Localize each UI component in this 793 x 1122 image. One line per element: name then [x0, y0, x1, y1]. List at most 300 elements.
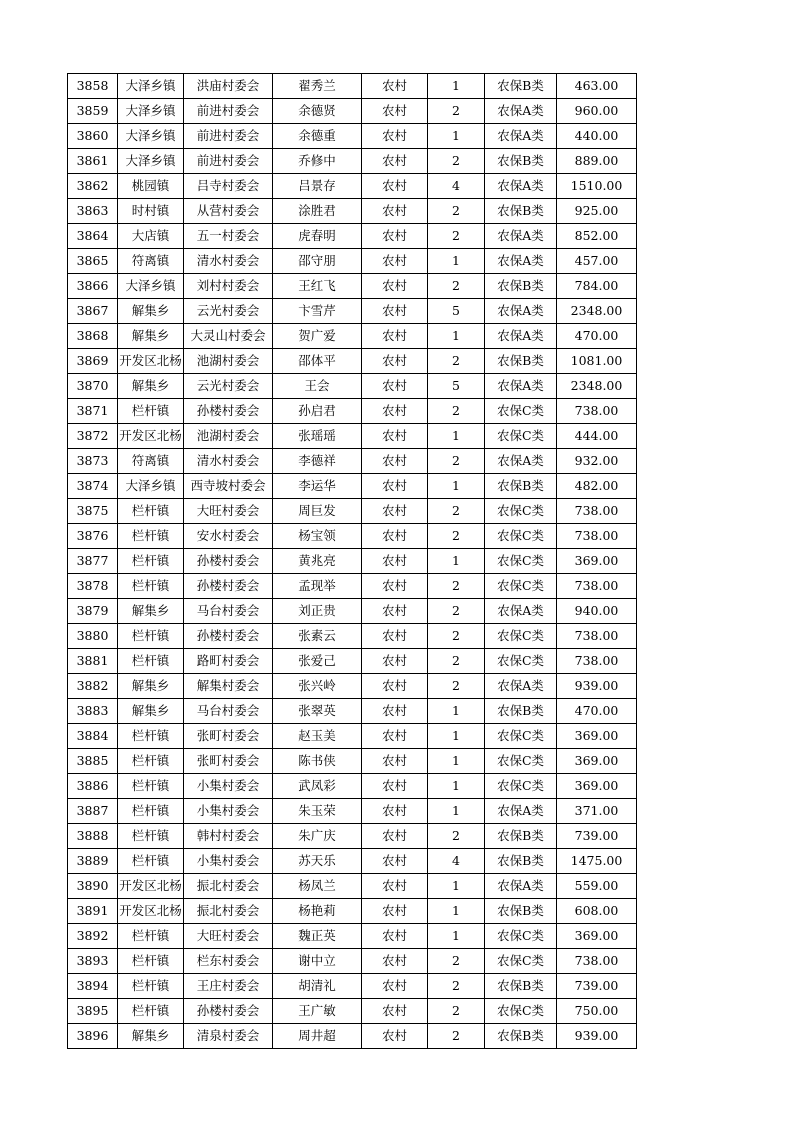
row-index-cell: 3872	[68, 424, 118, 449]
town-cell: 栏杆镇	[118, 799, 184, 824]
person-name-cell: 余德重	[273, 124, 362, 149]
amount-cell: 889.00	[557, 149, 637, 174]
table-row	[68, 349, 637, 374]
person-name-cell: 虎春明	[273, 224, 362, 249]
insurance-category-cell: 农保A类	[485, 374, 557, 399]
table-row	[68, 249, 637, 274]
person-name-cell: 朱广庆	[273, 824, 362, 849]
table-row	[68, 574, 637, 599]
table-row	[68, 174, 637, 199]
insurance-category-cell: 农保A类	[485, 799, 557, 824]
insurance-category-cell: 农保C类	[485, 624, 557, 649]
person-name-cell: 胡清礼	[273, 974, 362, 999]
person-name-cell: 张兴岭	[273, 674, 362, 699]
town-cell: 桃园镇	[118, 174, 184, 199]
amount-cell: 1081.00	[557, 349, 637, 374]
insurance-category-cell: 农保B类	[485, 1024, 557, 1049]
household-count-cell: 2	[428, 449, 485, 474]
row-index-cell: 3890	[68, 874, 118, 899]
area-type-cell: 农村	[362, 699, 428, 724]
person-name-cell: 周巨发	[273, 499, 362, 524]
person-name-cell: 武凤彩	[273, 774, 362, 799]
table-row	[68, 649, 637, 674]
town-cell: 栏杆镇	[118, 774, 184, 799]
person-name-cell: 邵守朋	[273, 249, 362, 274]
village-committee-cell: 栏东村委会	[184, 949, 273, 974]
village-committee-cell: 大灵山村委会	[184, 324, 273, 349]
insurance-category-cell: 农保B类	[485, 699, 557, 724]
household-count-cell: 1	[428, 799, 485, 824]
table-row	[68, 999, 637, 1024]
row-index-cell: 3881	[68, 649, 118, 674]
insurance-category-cell: 农保C类	[485, 774, 557, 799]
area-type-cell: 农村	[362, 274, 428, 299]
row-index-cell: 3891	[68, 899, 118, 924]
household-count-cell: 2	[428, 149, 485, 174]
table-row	[68, 274, 637, 299]
town-cell: 栏杆镇	[118, 574, 184, 599]
insurance-category-cell: 农保A类	[485, 299, 557, 324]
amount-cell: 369.00	[557, 924, 637, 949]
insurance-category-cell: 农保B类	[485, 274, 557, 299]
person-name-cell: 张爱己	[273, 649, 362, 674]
village-committee-cell: 孙楼村委会	[184, 624, 273, 649]
town-cell: 解集乡	[118, 374, 184, 399]
row-index-cell: 3865	[68, 249, 118, 274]
village-committee-cell: 刘村村委会	[184, 274, 273, 299]
area-type-cell: 农村	[362, 474, 428, 499]
household-count-cell: 1	[428, 74, 485, 99]
table-row	[68, 424, 637, 449]
household-count-cell: 1	[428, 474, 485, 499]
village-committee-cell: 云光村委会	[184, 299, 273, 324]
household-count-cell: 2	[428, 974, 485, 999]
table-body	[68, 74, 637, 1049]
insurance-category-cell: 农保A类	[485, 874, 557, 899]
table-row	[68, 624, 637, 649]
records-table	[67, 73, 637, 1049]
insurance-category-cell: 农保B类	[485, 899, 557, 924]
town-cell: 栏杆镇	[118, 399, 184, 424]
table-row	[68, 199, 637, 224]
area-type-cell: 农村	[362, 849, 428, 874]
table-row	[68, 849, 637, 874]
town-cell: 大泽乡镇	[118, 474, 184, 499]
household-count-cell: 4	[428, 849, 485, 874]
row-index-cell: 3871	[68, 399, 118, 424]
area-type-cell: 农村	[362, 74, 428, 99]
area-type-cell: 农村	[362, 224, 428, 249]
area-type-cell: 农村	[362, 1024, 428, 1049]
person-name-cell: 周井超	[273, 1024, 362, 1049]
row-index-cell: 3880	[68, 624, 118, 649]
area-type-cell: 农村	[362, 449, 428, 474]
village-committee-cell: 小集村委会	[184, 849, 273, 874]
household-count-cell: 2	[428, 599, 485, 624]
person-name-cell: 余德贤	[273, 99, 362, 124]
village-committee-cell: 张町村委会	[184, 724, 273, 749]
row-index-cell: 3892	[68, 924, 118, 949]
table-row	[68, 749, 637, 774]
area-type-cell: 农村	[362, 749, 428, 774]
area-type-cell: 农村	[362, 174, 428, 199]
row-index-cell: 3873	[68, 449, 118, 474]
table-row	[68, 224, 637, 249]
table-row	[68, 449, 637, 474]
village-committee-cell: 池湖村委会	[184, 424, 273, 449]
area-type-cell: 农村	[362, 299, 428, 324]
area-type-cell: 农村	[362, 149, 428, 174]
table-row	[68, 699, 637, 724]
household-count-cell: 5	[428, 299, 485, 324]
town-cell: 开发区北杨	[118, 424, 184, 449]
insurance-category-cell: 农保B类	[485, 974, 557, 999]
town-cell: 栏杆镇	[118, 549, 184, 574]
area-type-cell: 农村	[362, 999, 428, 1024]
town-cell: 大泽乡镇	[118, 124, 184, 149]
household-count-cell: 2	[428, 499, 485, 524]
row-index-cell: 3860	[68, 124, 118, 149]
town-cell: 栏杆镇	[118, 974, 184, 999]
row-index-cell: 3862	[68, 174, 118, 199]
town-cell: 栏杆镇	[118, 499, 184, 524]
insurance-category-cell: 农保C类	[485, 724, 557, 749]
insurance-category-cell: 农保C类	[485, 399, 557, 424]
person-name-cell: 杨凤兰	[273, 874, 362, 899]
row-index-cell: 3896	[68, 1024, 118, 1049]
village-committee-cell: 振北村委会	[184, 899, 273, 924]
area-type-cell: 农村	[362, 649, 428, 674]
amount-cell: 738.00	[557, 524, 637, 549]
amount-cell: 369.00	[557, 549, 637, 574]
amount-cell: 2348.00	[557, 374, 637, 399]
area-type-cell: 农村	[362, 124, 428, 149]
amount-cell: 444.00	[557, 424, 637, 449]
area-type-cell: 农村	[362, 799, 428, 824]
row-index-cell: 3864	[68, 224, 118, 249]
amount-cell: 369.00	[557, 774, 637, 799]
village-committee-cell: 前进村委会	[184, 99, 273, 124]
insurance-category-cell: 农保A类	[485, 599, 557, 624]
village-committee-cell: 张町村委会	[184, 749, 273, 774]
household-count-cell: 2	[428, 524, 485, 549]
village-committee-cell: 前进村委会	[184, 124, 273, 149]
table-row	[68, 874, 637, 899]
person-name-cell: 孙启君	[273, 399, 362, 424]
insurance-category-cell: 农保A类	[485, 99, 557, 124]
village-committee-cell: 清水村委会	[184, 449, 273, 474]
person-name-cell: 吕景存	[273, 174, 362, 199]
household-count-cell: 1	[428, 424, 485, 449]
household-count-cell: 2	[428, 624, 485, 649]
table-row	[68, 124, 637, 149]
person-name-cell: 卞雪芹	[273, 299, 362, 324]
town-cell: 开发区北杨	[118, 874, 184, 899]
village-committee-cell: 大旺村委会	[184, 924, 273, 949]
table-row	[68, 824, 637, 849]
area-type-cell: 农村	[362, 524, 428, 549]
row-index-cell: 3868	[68, 324, 118, 349]
row-index-cell: 3878	[68, 574, 118, 599]
town-cell: 解集乡	[118, 299, 184, 324]
row-index-cell: 3867	[68, 299, 118, 324]
amount-cell: 463.00	[557, 74, 637, 99]
household-count-cell: 2	[428, 349, 485, 374]
table-row	[68, 899, 637, 924]
table-row	[68, 324, 637, 349]
village-committee-cell: 路町村委会	[184, 649, 273, 674]
row-index-cell: 3870	[68, 374, 118, 399]
village-committee-cell: 解集村委会	[184, 674, 273, 699]
insurance-category-cell: 农保C类	[485, 649, 557, 674]
town-cell: 大泽乡镇	[118, 274, 184, 299]
row-index-cell: 3869	[68, 349, 118, 374]
row-index-cell: 3879	[68, 599, 118, 624]
household-count-cell: 5	[428, 374, 485, 399]
person-name-cell: 乔修中	[273, 149, 362, 174]
row-index-cell: 3894	[68, 974, 118, 999]
row-index-cell: 3884	[68, 724, 118, 749]
table-row	[68, 499, 637, 524]
household-count-cell: 2	[428, 1024, 485, 1049]
person-name-cell: 翟秀兰	[273, 74, 362, 99]
person-name-cell: 王红飞	[273, 274, 362, 299]
amount-cell: 939.00	[557, 674, 637, 699]
town-cell: 时村镇	[118, 199, 184, 224]
area-type-cell: 农村	[362, 549, 428, 574]
village-committee-cell: 孙楼村委会	[184, 399, 273, 424]
row-index-cell: 3882	[68, 674, 118, 699]
insurance-category-cell: 农保A类	[485, 124, 557, 149]
town-cell: 解集乡	[118, 324, 184, 349]
area-type-cell: 农村	[362, 599, 428, 624]
person-name-cell: 谢中立	[273, 949, 362, 974]
town-cell: 栏杆镇	[118, 999, 184, 1024]
row-index-cell: 3886	[68, 774, 118, 799]
town-cell: 符离镇	[118, 249, 184, 274]
household-count-cell: 2	[428, 99, 485, 124]
row-index-cell: 3887	[68, 799, 118, 824]
row-index-cell: 3883	[68, 699, 118, 724]
area-type-cell: 农村	[362, 674, 428, 699]
town-cell: 栏杆镇	[118, 649, 184, 674]
insurance-category-cell: 农保C类	[485, 524, 557, 549]
area-type-cell: 农村	[362, 349, 428, 374]
amount-cell: 784.00	[557, 274, 637, 299]
village-committee-cell: 小集村委会	[184, 774, 273, 799]
amount-cell: 482.00	[557, 474, 637, 499]
person-name-cell: 朱玉荣	[273, 799, 362, 824]
household-count-cell: 4	[428, 174, 485, 199]
village-committee-cell: 五一村委会	[184, 224, 273, 249]
amount-cell: 738.00	[557, 574, 637, 599]
table-row	[68, 774, 637, 799]
row-index-cell: 3875	[68, 499, 118, 524]
insurance-category-cell: 农保B类	[485, 199, 557, 224]
amount-cell: 369.00	[557, 749, 637, 774]
village-committee-cell: 清水村委会	[184, 249, 273, 274]
area-type-cell: 农村	[362, 774, 428, 799]
area-type-cell: 农村	[362, 399, 428, 424]
table-row	[68, 974, 637, 999]
area-type-cell: 农村	[362, 424, 428, 449]
town-cell: 符离镇	[118, 449, 184, 474]
person-name-cell: 王广敏	[273, 999, 362, 1024]
insurance-category-cell: 农保B类	[485, 349, 557, 374]
table-row	[68, 674, 637, 699]
town-cell: 解集乡	[118, 699, 184, 724]
amount-cell: 738.00	[557, 399, 637, 424]
town-cell: 栏杆镇	[118, 624, 184, 649]
insurance-category-cell: 农保C类	[485, 549, 557, 574]
person-name-cell: 贺广爱	[273, 324, 362, 349]
row-index-cell: 3876	[68, 524, 118, 549]
village-committee-cell: 韩村村委会	[184, 824, 273, 849]
area-type-cell: 农村	[362, 924, 428, 949]
household-count-cell: 2	[428, 949, 485, 974]
town-cell: 大泽乡镇	[118, 74, 184, 99]
person-name-cell: 魏正英	[273, 924, 362, 949]
town-cell: 大泽乡镇	[118, 149, 184, 174]
insurance-category-cell: 农保C类	[485, 574, 557, 599]
amount-cell: 939.00	[557, 1024, 637, 1049]
person-name-cell: 李运华	[273, 474, 362, 499]
insurance-category-cell: 农保A类	[485, 224, 557, 249]
insurance-category-cell: 农保A类	[485, 674, 557, 699]
amount-cell: 739.00	[557, 824, 637, 849]
amount-cell: 932.00	[557, 449, 637, 474]
village-committee-cell: 吕寺村委会	[184, 174, 273, 199]
person-name-cell: 苏天乐	[273, 849, 362, 874]
table-row	[68, 724, 637, 749]
town-cell: 大泽乡镇	[118, 99, 184, 124]
town-cell: 栏杆镇	[118, 924, 184, 949]
table-row	[68, 299, 637, 324]
area-type-cell: 农村	[362, 199, 428, 224]
village-committee-cell: 清泉村委会	[184, 1024, 273, 1049]
insurance-category-cell: 农保A类	[485, 249, 557, 274]
table-row	[68, 949, 637, 974]
person-name-cell: 黄兆亮	[273, 549, 362, 574]
table-row	[68, 599, 637, 624]
town-cell: 栏杆镇	[118, 749, 184, 774]
household-count-cell: 1	[428, 924, 485, 949]
table-row	[68, 524, 637, 549]
village-committee-cell: 孙楼村委会	[184, 999, 273, 1024]
household-count-cell: 2	[428, 574, 485, 599]
row-index-cell: 3888	[68, 824, 118, 849]
person-name-cell: 王会	[273, 374, 362, 399]
amount-cell: 960.00	[557, 99, 637, 124]
village-committee-cell: 振北村委会	[184, 874, 273, 899]
household-count-cell: 2	[428, 199, 485, 224]
village-committee-cell: 洪庙村委会	[184, 74, 273, 99]
village-committee-cell: 马台村委会	[184, 599, 273, 624]
household-count-cell: 2	[428, 674, 485, 699]
amount-cell: 440.00	[557, 124, 637, 149]
area-type-cell: 农村	[362, 574, 428, 599]
insurance-category-cell: 农保A类	[485, 449, 557, 474]
household-count-cell: 2	[428, 649, 485, 674]
area-type-cell: 农村	[362, 824, 428, 849]
insurance-category-cell: 农保C类	[485, 924, 557, 949]
amount-cell: 369.00	[557, 724, 637, 749]
household-count-cell: 2	[428, 999, 485, 1024]
area-type-cell: 农村	[362, 624, 428, 649]
household-count-cell: 1	[428, 774, 485, 799]
insurance-category-cell: 农保B类	[485, 74, 557, 99]
amount-cell: 738.00	[557, 499, 637, 524]
town-cell: 开发区北杨	[118, 349, 184, 374]
village-committee-cell: 王庄村委会	[184, 974, 273, 999]
area-type-cell: 农村	[362, 99, 428, 124]
insurance-category-cell: 农保B类	[485, 824, 557, 849]
town-cell: 栏杆镇	[118, 849, 184, 874]
amount-cell: 1510.00	[557, 174, 637, 199]
town-cell: 栏杆镇	[118, 524, 184, 549]
row-index-cell: 3885	[68, 749, 118, 774]
person-name-cell: 张翠英	[273, 699, 362, 724]
area-type-cell: 农村	[362, 499, 428, 524]
town-cell: 栏杆镇	[118, 949, 184, 974]
table-row	[68, 549, 637, 574]
table-row	[68, 474, 637, 499]
row-index-cell: 3861	[68, 149, 118, 174]
area-type-cell: 农村	[362, 324, 428, 349]
household-count-cell: 1	[428, 699, 485, 724]
person-name-cell: 邵体平	[273, 349, 362, 374]
village-committee-cell: 云光村委会	[184, 374, 273, 399]
household-count-cell: 1	[428, 899, 485, 924]
village-committee-cell: 池湖村委会	[184, 349, 273, 374]
village-committee-cell: 大旺村委会	[184, 499, 273, 524]
person-name-cell: 张瑶瑶	[273, 424, 362, 449]
person-name-cell: 涂胜君	[273, 199, 362, 224]
amount-cell: 738.00	[557, 949, 637, 974]
amount-cell: 1475.00	[557, 849, 637, 874]
town-cell: 解集乡	[118, 1024, 184, 1049]
table-row	[68, 1024, 637, 1049]
area-type-cell: 农村	[362, 899, 428, 924]
town-cell: 解集乡	[118, 674, 184, 699]
amount-cell: 559.00	[557, 874, 637, 899]
row-index-cell: 3863	[68, 199, 118, 224]
person-name-cell: 杨宝领	[273, 524, 362, 549]
person-name-cell: 张素云	[273, 624, 362, 649]
person-name-cell: 孟现举	[273, 574, 362, 599]
amount-cell: 739.00	[557, 974, 637, 999]
amount-cell: 852.00	[557, 224, 637, 249]
village-committee-cell: 马台村委会	[184, 699, 273, 724]
table-row	[68, 399, 637, 424]
town-cell: 栏杆镇	[118, 824, 184, 849]
household-count-cell: 1	[428, 249, 485, 274]
row-index-cell: 3866	[68, 274, 118, 299]
amount-cell: 608.00	[557, 899, 637, 924]
insurance-category-cell: 农保A类	[485, 174, 557, 199]
person-name-cell: 刘正贵	[273, 599, 362, 624]
household-count-cell: 1	[428, 874, 485, 899]
village-committee-cell: 孙楼村委会	[184, 549, 273, 574]
amount-cell: 925.00	[557, 199, 637, 224]
insurance-category-cell: 农保C类	[485, 949, 557, 974]
area-type-cell: 农村	[362, 724, 428, 749]
household-count-cell: 2	[428, 824, 485, 849]
household-count-cell: 1	[428, 749, 485, 774]
insurance-category-cell: 农保B类	[485, 474, 557, 499]
amount-cell: 371.00	[557, 799, 637, 824]
village-committee-cell: 安水村委会	[184, 524, 273, 549]
